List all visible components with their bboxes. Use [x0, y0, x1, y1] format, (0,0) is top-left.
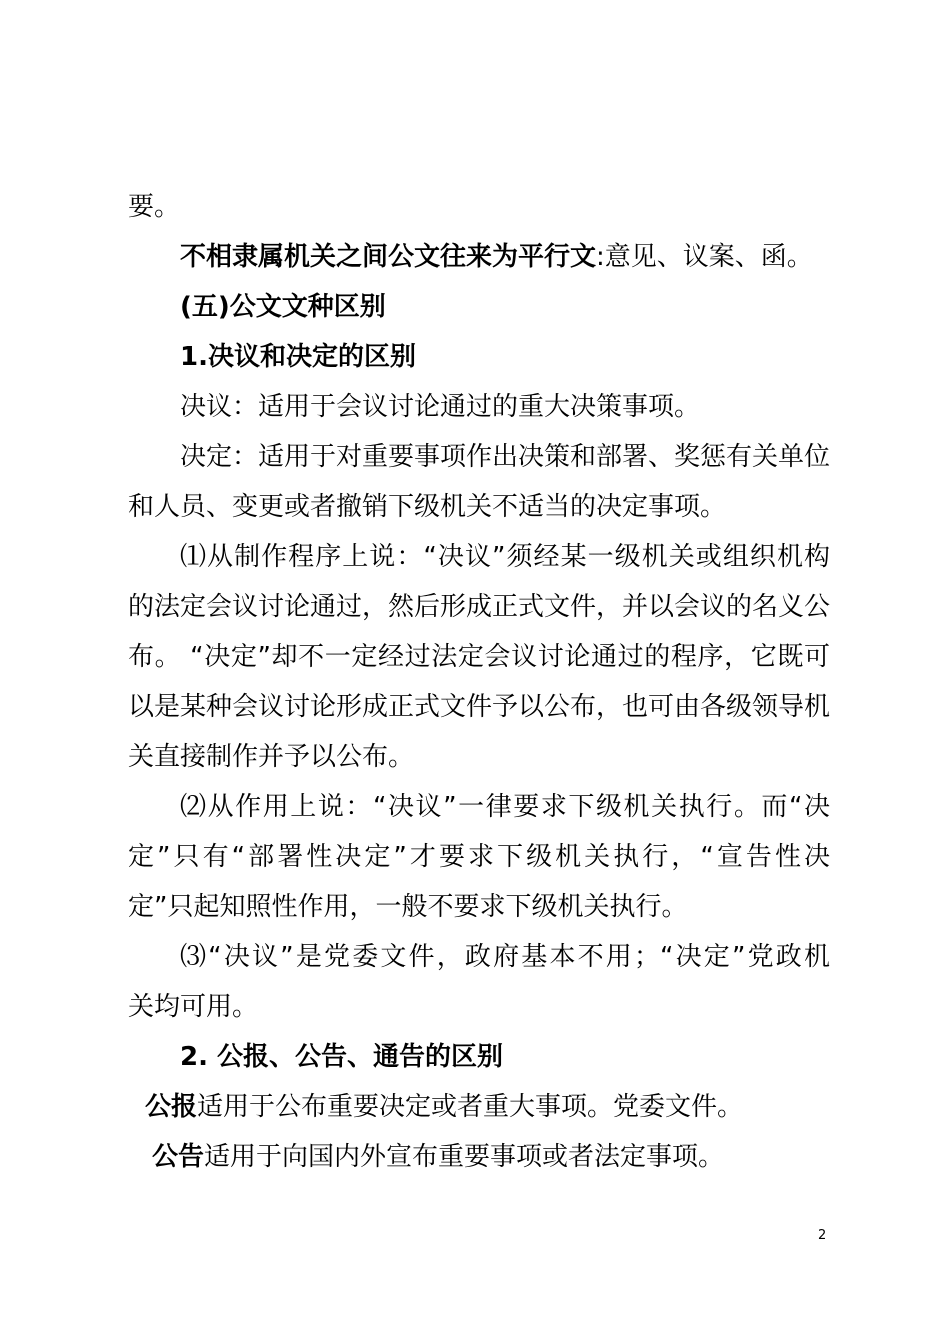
subsection-heading: 2. 公报、公告、通告的区别 [180, 1042, 504, 1072]
bold-term: 公告 [152, 1142, 205, 1172]
paragraph-line: ⑶“决议”是党委文件，政府基本不用；“决定”党政机 [180, 942, 830, 972]
paragraph-line [152, 1140, 854, 1174]
bold-phrase: 不相隶属机关之间公文往来为平行文 [180, 242, 597, 272]
bold-term: 公报 [145, 1092, 198, 1122]
line-text: :意见、议案、函。 [596, 242, 813, 272]
paragraph-line [180, 240, 830, 274]
paragraph-line: 关均可用。 [128, 992, 259, 1022]
section-heading: (五)公文文种区别 [180, 292, 386, 322]
subsection-heading: 1.决议和决定的区别 [180, 342, 416, 372]
paragraph-line [145, 1090, 847, 1124]
paragraph-line: ⑴从制作程序上说：“决议”须经某一级机关或组织机构 [180, 542, 830, 572]
paragraph-line: 定”只有“部署性决定”才要求下级机关执行，“宣告性决 [128, 842, 830, 872]
paragraph-line: 关直接制作并予以公布。 [128, 742, 415, 772]
line-text: 适用于向国内外宣布重要事项或者法定事项。 [204, 1142, 725, 1172]
paragraph-line: 决议：适用于会议讨论通过的重大决策事项。 [180, 392, 701, 422]
paragraph-line: 以是某种会议讨论形成正式文件予以公布，也可由各级领导机 [128, 692, 831, 722]
page-number: 2 [818, 1228, 827, 1243]
line-text: 适用于公布重要决定或者重大事项。党委文件。 [197, 1092, 744, 1122]
paragraph-line: ⑵从作用上说：“决议”一律要求下级机关执行。而“决 [180, 792, 830, 822]
paragraph-line: 要。 [128, 192, 181, 222]
paragraph-line: 定”只起知照性作用，一般不要求下级机关执行。 [128, 892, 688, 922]
paragraph-line: 的法定会议讨论通过，然后形成正式文件，并以会议的名义公 [128, 592, 831, 622]
paragraph-line: 布。 “决定”却不一定经过法定会议讨论通过的程序，它既可 [128, 642, 830, 672]
paragraph-line: 和人员、变更或者撤销下级机关不适当的决定事项。 [128, 492, 727, 522]
paragraph-line: 决定：适用于对重要事项作出决策和部署、奖惩有关单位 [180, 442, 831, 472]
